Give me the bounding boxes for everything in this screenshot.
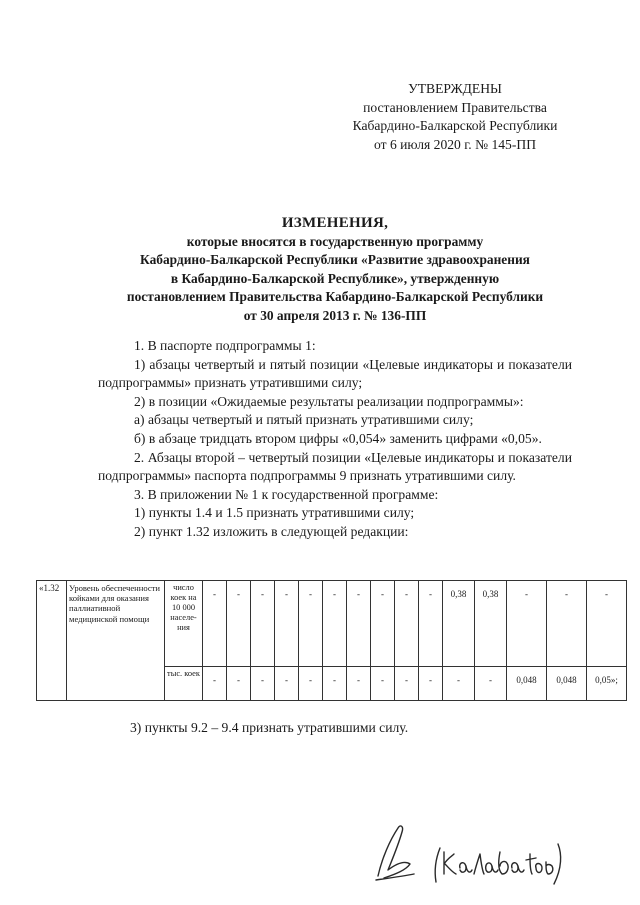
table-cell-value: 0,38 [443,581,475,667]
table-cell-indicator: Уровень обеспеченности койками для оказания паллиативной медицинской помощи [67,581,165,701]
table-cell-value: - [251,667,275,701]
approval-line-4: от 6 июля 2020 г. № 145-ПП [373,136,537,152]
title-heading: ИЗМЕНЕНИЯ, [281,215,389,231]
approval-line-1: УТВЕРЖДЕНЫ [408,81,502,96]
title-line-3: в Кабардино-Балкарской Республике», утвержденную [170,270,500,286]
paragraph-3: 2) в позиции «Ожидаемые результаты реализации подпрограммы»: [134,393,524,409]
table-cell-value: 0,048 [507,667,547,701]
approval-line-2: постановлением Правительства [363,99,547,115]
table-cell-value: - [395,581,419,667]
table-cell-value: - [203,667,227,701]
table-cell-value: - [475,667,507,701]
approval-line-3: Кабардино-Балкарской Республики [352,118,558,133]
paragraph-8: 1) пункты 1.4 и 1.5 признать утратившими силу; [134,505,415,521]
paragraph-5: б) в абзаце тридцать втором цифры «0,054» заменить цифрами «0,05». [134,430,542,446]
title-line-5: от 30 апреля 2013 г. № 136-ПП [243,307,427,323]
table-cell-value: - [395,667,419,701]
handwritten-signature [370,818,570,888]
table-cell-value: - [347,667,371,701]
table-cell-value: - [251,581,275,667]
table-cell-value: - [227,581,251,667]
indicator-table [36,580,627,701]
table-cell-value: - [275,581,299,667]
table-cell-value: - [299,581,323,667]
table-cell-value: - [203,581,227,667]
table-cell-value: - [347,581,371,667]
table-cell-value: - [507,581,547,667]
table-cell-value: - [371,667,395,701]
document-title [80,214,590,326]
paragraph-2: 1) абзацы четвертый и пятый позиции «Целевые индикаторы и показатели подпрограммы» признать утратившими силу; [98,356,572,391]
paragraph-6: 2. Абзацы второй – четвертый позиции «Целевые индикаторы и показатели подпрограммы» паспорта подпрограммы 9 признать утратившими силу. [98,449,572,484]
table-cell-value: 0,048 [547,667,587,701]
table-cell-value: 0,05»; [587,667,627,701]
title-line-4: постановлением Правительства Кабардино-Балкарской Республики [126,289,544,305]
table-cell-value: 0,38 [475,581,507,667]
paragraph-1: 1. В паспорте подпрограммы 1: [134,338,316,353]
table-cell-unit: число коек на 10 000 населе-ния [165,581,203,667]
table-row [37,581,627,667]
paragraph-9: 2) пункт 1.32 изложить в следующей редакции: [134,523,409,539]
table-cell-value: - [443,667,475,701]
table-cell-value: - [275,667,299,701]
paragraph-4: а) абзацы четвертый и пятый признать утратившими силу; [134,412,474,428]
document-body [98,337,572,542]
title-line-1: которые вносятся в государственную программу [186,233,484,249]
table-cell-value: - [547,581,587,667]
paragraph-7: 3. В приложении № 1 к государственной программе: [134,486,439,502]
table-cell-value: - [323,581,347,667]
table-cell-value: - [419,581,443,667]
title-line-2: Кабардино-Балкарской Республики «Развитие здравоохранения [140,252,530,268]
table-cell-number: «1.32 [37,581,67,701]
closing-paragraph: 3) пункты 9.2 – 9.4 признать утратившими силу. [130,720,409,735]
table-cell-value: - [371,581,395,667]
table-cell-unit: тыс. коек [165,667,203,701]
table-cell-value: - [323,667,347,701]
table-cell-value: - [587,581,627,667]
approval-block [300,80,610,154]
table-cell-value: - [299,667,323,701]
table-cell-value: - [419,667,443,701]
table-cell-value: - [227,667,251,701]
